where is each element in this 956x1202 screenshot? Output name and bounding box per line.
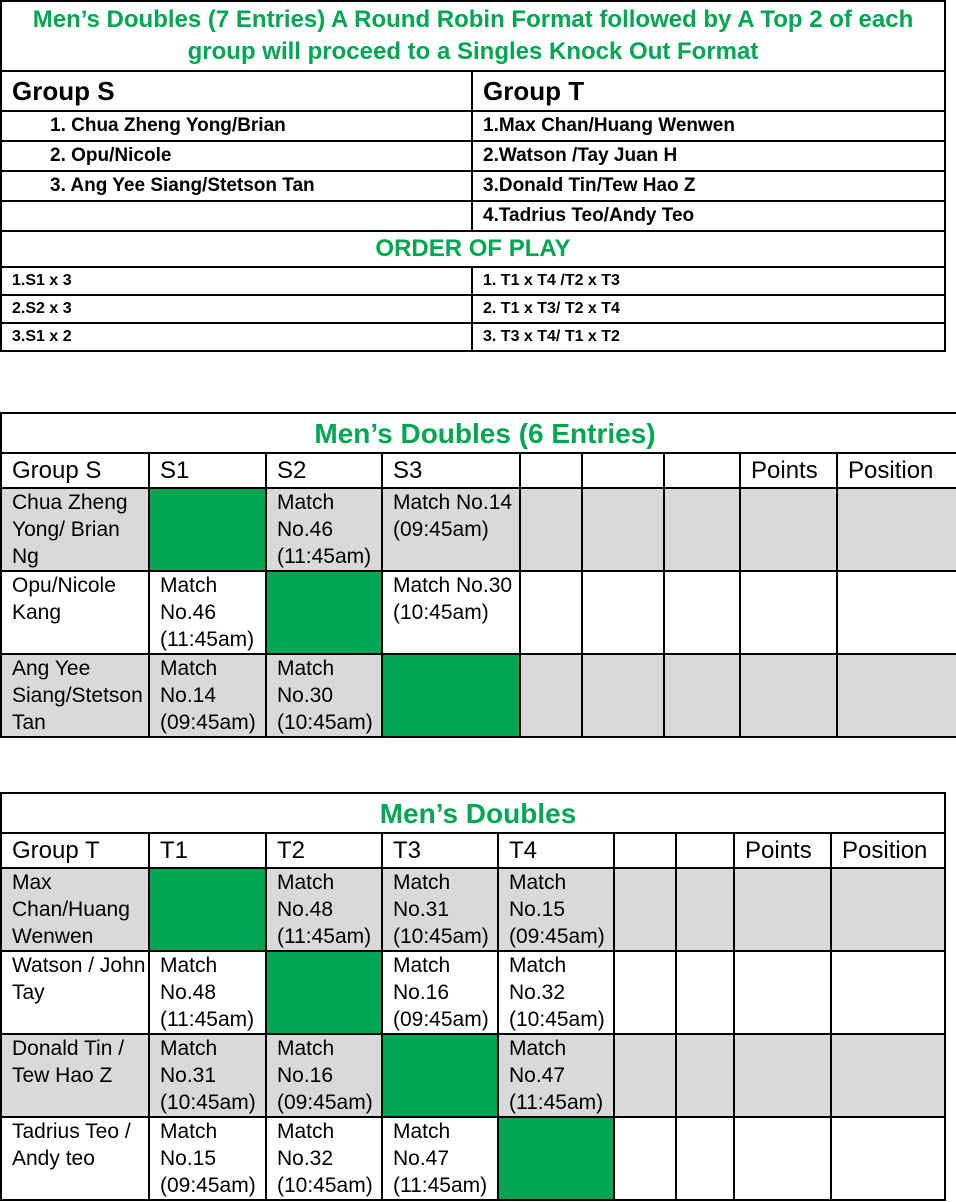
match-cell: Match No.16 (09:45am) <box>382 951 498 1034</box>
match-cell: Match No.14 (09:45am) <box>382 488 520 571</box>
header-cell: Points <box>740 453 837 488</box>
header-cell: S3 <box>382 453 520 488</box>
match-cell: Match No.31 (10:45am) <box>149 1034 266 1117</box>
empty-cell <box>676 951 734 1034</box>
points-cell <box>740 488 837 571</box>
empty-cell <box>520 488 582 571</box>
match-cell: Match No.32 (10:45am) <box>266 1117 382 1200</box>
team-name: Donald Tin / Tew Hao Z <box>1 1034 149 1117</box>
empty-cell <box>614 868 676 951</box>
header-cell: Points <box>734 833 831 868</box>
team-name: Ang Yee Siang/Stetson Tan <box>1 654 149 737</box>
points-cell <box>734 1034 831 1117</box>
header-cell-empty <box>676 833 734 868</box>
group-t-label: Group T <box>472 71 945 111</box>
match-cell: Match No.30 (10:45am) <box>266 654 382 737</box>
match-cell: Match No.48 (11:45am) <box>266 868 382 951</box>
match-cell: Match No.46 (11:45am) <box>149 571 266 654</box>
header-cell: Group T <box>1 833 149 868</box>
group-s-entry: 2. Opu/Nicole <box>1 141 472 171</box>
header-cell: Position <box>837 453 956 488</box>
table-row <box>1 1034 945 1117</box>
empty-cell <box>664 571 740 654</box>
header-cell: T1 <box>149 833 266 868</box>
group-s-entry-empty <box>1 201 472 231</box>
order-t-item: 3. T3 x T4/ T1 x T2 <box>472 323 945 351</box>
order-t-item: 1. T1 x T4 /T2 x T3 <box>472 267 945 295</box>
overview-header: Men’s Doubles (7 Entries) A Round Robin Format followed by A Top 2 of each group will proceed to a Singles Knock Out Format <box>1 1 945 71</box>
group-s-table-title: Men’s Doubles (6 Entries) <box>1 413 956 453</box>
team-name: Chua Zheng Yong/ Brian Ng <box>1 488 149 571</box>
match-cell: Match No.14 (09:45am) <box>149 654 266 737</box>
table-row <box>1 654 956 737</box>
order-s-item: 1.S1 x 3 <box>1 267 472 295</box>
header-cell: T2 <box>266 833 382 868</box>
points-cell <box>740 571 837 654</box>
self-match-cell <box>382 1034 498 1117</box>
match-cell: Match No.30 (10:45am) <box>382 571 520 654</box>
group-t-round-robin-table <box>0 792 946 1201</box>
match-cell: Match No.15 (09:45am) <box>498 868 614 951</box>
header-cell-empty <box>582 453 664 488</box>
table-row <box>1 951 945 1034</box>
group-s-entry: 1. Chua Zheng Yong/Brian <box>1 111 472 141</box>
table-row <box>1 868 945 951</box>
order-s-item: 2.S2 x 3 <box>1 295 472 323</box>
header-cell: Group S <box>1 453 149 488</box>
order-of-play-title: ORDER OF PLAY <box>1 231 945 267</box>
header-cell: S1 <box>149 453 266 488</box>
self-match-cell <box>149 488 266 571</box>
points-cell <box>734 951 831 1034</box>
empty-cell <box>582 571 664 654</box>
empty-cell <box>664 654 740 737</box>
match-cell: Match No.31 (10:45am) <box>382 868 498 951</box>
position-cell <box>831 1034 945 1117</box>
group-t-table-title: Men’s Doubles <box>1 793 945 833</box>
self-match-cell <box>498 1117 614 1200</box>
order-s-item: 3.S1 x 2 <box>1 323 472 351</box>
self-match-cell <box>149 868 266 951</box>
team-name: Max Chan/Huang Wenwen <box>1 868 149 951</box>
empty-cell <box>520 654 582 737</box>
position-cell <box>837 488 956 571</box>
self-match-cell <box>382 654 520 737</box>
empty-cell <box>520 571 582 654</box>
table-row <box>1 488 956 571</box>
match-cell: Match No.47 (11:45am) <box>382 1117 498 1200</box>
group-t-entry: 2.Watson /Tay Juan H <box>472 141 945 171</box>
group-t-entry: 1.Max Chan/Huang Wenwen <box>472 111 945 141</box>
self-match-cell <box>266 571 382 654</box>
group-s-round-robin-table <box>0 412 956 738</box>
header-cell-empty <box>614 833 676 868</box>
team-name: Watson / John Tay <box>1 951 149 1034</box>
match-cell: Match No.15 (09:45am) <box>149 1117 266 1200</box>
groups-overview-table <box>0 0 946 352</box>
table-row <box>1 571 956 654</box>
empty-cell <box>676 1034 734 1117</box>
table-row <box>1 1117 945 1200</box>
match-cell: Match No.32 (10:45am) <box>498 951 614 1034</box>
position-cell <box>831 868 945 951</box>
header-cell: T3 <box>382 833 498 868</box>
group-s-entry: 3. Ang Yee Siang/Stetson Tan <box>1 171 472 201</box>
empty-cell <box>676 868 734 951</box>
match-cell: Match No.46 (11:45am) <box>266 488 382 571</box>
empty-cell <box>664 488 740 571</box>
position-cell <box>837 571 956 654</box>
order-t-item: 2. T1 x T3/ T2 x T4 <box>472 295 945 323</box>
points-cell <box>734 868 831 951</box>
empty-cell <box>614 1034 676 1117</box>
group-t-entry: 4.Tadrius Teo/Andy Teo <box>472 201 945 231</box>
match-cell: Match No.16 (09:45am) <box>266 1034 382 1117</box>
team-name: Tadrius Teo / Andy teo <box>1 1117 149 1200</box>
team-name: Opu/Nicole Kang <box>1 571 149 654</box>
header-cell: T4 <box>498 833 614 868</box>
group-s-label: Group S <box>1 71 472 111</box>
match-cell: Match No.47 (11:45am) <box>498 1034 614 1117</box>
header-cell: Position <box>831 833 945 868</box>
self-match-cell <box>266 951 382 1034</box>
points-cell <box>734 1117 831 1200</box>
position-cell <box>831 1117 945 1200</box>
empty-cell <box>582 488 664 571</box>
match-cell: Match No.48 (11:45am) <box>149 951 266 1034</box>
empty-cell <box>582 654 664 737</box>
empty-cell <box>614 1117 676 1200</box>
header-cell: S2 <box>266 453 382 488</box>
empty-cell <box>614 951 676 1034</box>
header-cell-empty <box>664 453 740 488</box>
points-cell <box>740 654 837 737</box>
position-cell <box>831 951 945 1034</box>
group-t-entry: 3.Donald Tin/Tew Hao Z <box>472 171 945 201</box>
position-cell <box>837 654 956 737</box>
empty-cell <box>676 1117 734 1200</box>
header-cell-empty <box>520 453 582 488</box>
